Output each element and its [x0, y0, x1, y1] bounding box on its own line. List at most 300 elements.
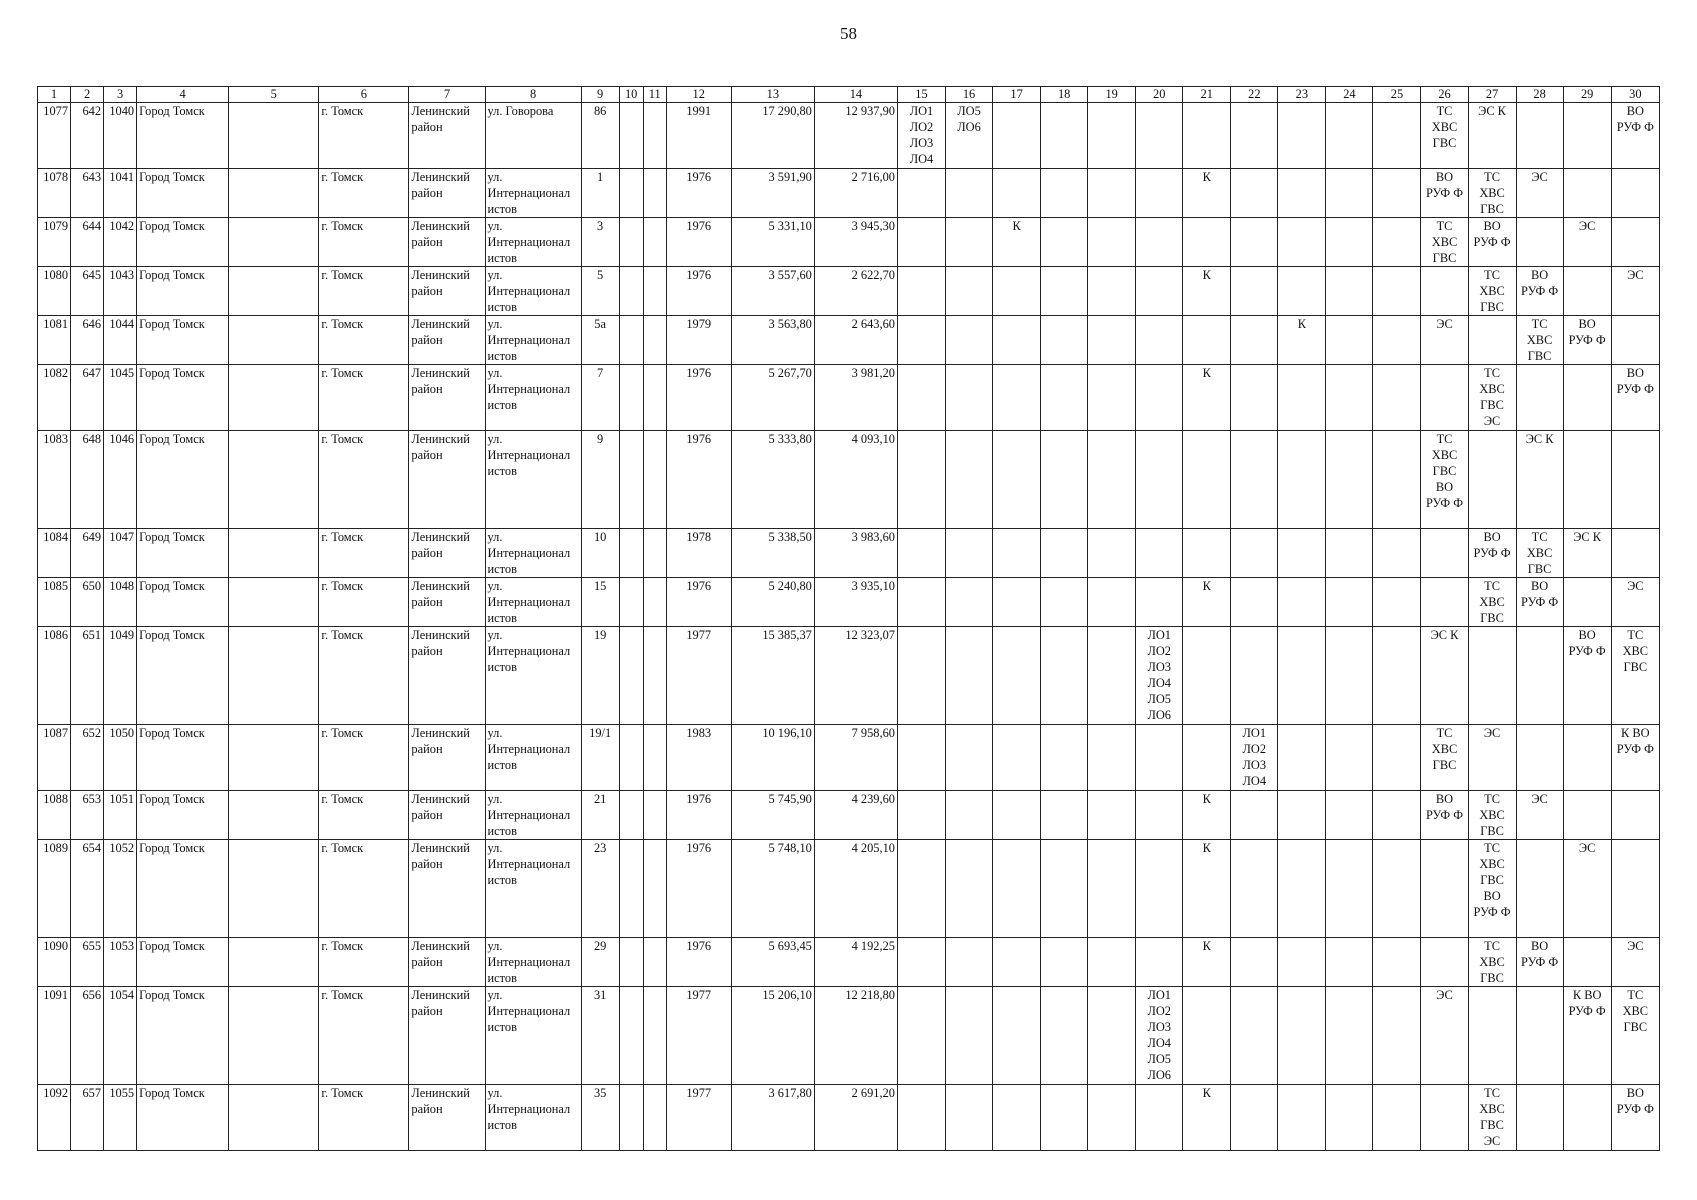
cell-col-7: Ленинский район	[409, 578, 485, 627]
column-header-5: 5	[229, 87, 319, 103]
column-header-21: 21	[1183, 87, 1231, 103]
cell-line: ВО	[1483, 889, 1501, 903]
cell-col-29	[1563, 431, 1611, 529]
cell-col-2: 649	[71, 529, 104, 578]
cell-col-9: 3	[581, 218, 619, 267]
cell-line: ЛО5	[1147, 1052, 1171, 1066]
cell-col-5	[229, 578, 319, 627]
cell-col-18	[1041, 1085, 1088, 1151]
cell-col-1: 1085	[38, 578, 71, 627]
cell-col-9: 9	[581, 431, 619, 529]
cell-col-18	[1041, 316, 1088, 365]
cell-line: ТС	[1531, 317, 1548, 331]
cell-col-7: Ленинский район	[409, 1085, 485, 1151]
cell-col-8: ул. Интернационал истов	[485, 529, 581, 578]
cell-line: ХВС	[1431, 120, 1458, 134]
cell-col-11	[643, 218, 666, 267]
cell-col-29: ЭС К	[1563, 529, 1611, 578]
cell-col-3: 1055	[104, 1085, 137, 1151]
cell-col-16	[946, 987, 993, 1085]
cell-col-4: Город Томск	[137, 791, 229, 840]
cell-line: ГВС	[1480, 971, 1504, 985]
cell-col-14: 2 643,60	[814, 316, 897, 365]
cell-col-1: 1091	[38, 987, 71, 1085]
cell-col-21: К	[1183, 267, 1231, 316]
cell-col-15	[897, 431, 945, 529]
cell-line: ЛО1	[1147, 628, 1171, 642]
cell-line: ЛО4	[1147, 1036, 1171, 1050]
cell-col-17	[993, 316, 1041, 365]
cell-col-25	[1373, 103, 1421, 169]
cell-line: РУФ Ф	[1473, 235, 1511, 249]
cell-col-3: 1042	[104, 218, 137, 267]
cell-col-14: 2 622,70	[814, 267, 897, 316]
cell-col-26	[1421, 267, 1468, 316]
cell-col-11	[643, 267, 666, 316]
cell-line: ХВС	[1479, 382, 1505, 396]
cell-line: ЛО1	[1242, 726, 1267, 740]
cell-col-13: 3 563,80	[731, 316, 814, 365]
cell-col-12: 1977	[666, 627, 731, 725]
cell-col-30	[1611, 627, 1659, 725]
cell-col-8: ул. Интернационал истов	[485, 365, 581, 431]
cell-col-15	[897, 938, 945, 987]
cell-line: ХВС	[1479, 186, 1505, 200]
cell-col-2: 655	[71, 938, 104, 987]
cell-col-19	[1088, 627, 1136, 725]
cell-col-30	[1611, 529, 1659, 578]
cell-col-17	[993, 791, 1041, 840]
column-header-3: 3	[104, 87, 137, 103]
cell-col-15	[897, 725, 945, 791]
cell-line: ГВС	[1432, 758, 1457, 772]
cell-col-4: Город Томск	[137, 725, 229, 791]
cell-col-30	[1611, 316, 1659, 365]
column-header-23: 23	[1278, 87, 1326, 103]
cell-col-5	[229, 103, 319, 169]
cell-col-21	[1183, 725, 1231, 791]
cell-col-21	[1183, 627, 1231, 725]
cell-line: ЛО3	[1147, 660, 1171, 674]
cell-line: ЛО2	[909, 120, 934, 134]
cell-col-7: Ленинский район	[409, 267, 485, 316]
cell-col-1: 1077	[38, 103, 71, 169]
table-row	[38, 627, 1660, 725]
cell-col-15	[897, 267, 945, 316]
cell-col-4: Город Томск	[137, 987, 229, 1085]
cell-col-14: 2 716,00	[814, 169, 897, 218]
cell-col-26	[1421, 840, 1468, 938]
column-header-6: 6	[319, 87, 409, 103]
cell-line: ГВС	[1480, 611, 1504, 625]
cell-col-19	[1088, 1085, 1136, 1151]
cell-col-9: 21	[581, 791, 619, 840]
cell-col-22	[1231, 578, 1278, 627]
cell-col-10	[619, 316, 643, 365]
cell-col-15	[897, 627, 945, 725]
cell-col-26	[1421, 529, 1468, 578]
column-header-1: 1	[38, 87, 71, 103]
cell-col-26	[1421, 725, 1468, 791]
cell-col-19	[1088, 987, 1136, 1085]
cell-col-30	[1611, 103, 1659, 169]
cell-line: РУФ Ф	[1473, 905, 1511, 919]
cell-col-1: 1084	[38, 529, 71, 578]
cell-col-2: 650	[71, 578, 104, 627]
cell-col-9: 19/1	[581, 725, 619, 791]
cell-col-20	[1136, 578, 1183, 627]
cell-line: ЛО1	[1147, 988, 1171, 1002]
cell-col-11	[643, 529, 666, 578]
cell-col-26	[1421, 169, 1468, 218]
cell-col-14: 3 945,30	[814, 218, 897, 267]
cell-col-11	[643, 578, 666, 627]
cell-col-8: ул. Интернационал истов	[485, 627, 581, 725]
cell-col-25	[1373, 431, 1421, 529]
column-header-13: 13	[731, 87, 814, 103]
cell-line: ТС	[1436, 432, 1453, 446]
cell-col-8: ул. Интернационал истов	[485, 791, 581, 840]
cell-col-6: г. Томск	[319, 267, 409, 316]
table-row	[38, 365, 1660, 431]
cell-col-10	[619, 218, 643, 267]
cell-col-29	[1563, 267, 1611, 316]
cell-col-26: ЭС К	[1421, 627, 1468, 725]
cell-line: ТС	[1484, 841, 1500, 855]
cell-line: РУФ Ф	[1616, 382, 1654, 396]
cell-line: ТС	[1484, 170, 1500, 184]
table-row	[38, 791, 1660, 840]
cell-col-7: Ленинский район	[409, 365, 485, 431]
cell-col-7: Ленинский район	[409, 103, 485, 169]
cell-col-5	[229, 938, 319, 987]
cell-col-12: 1976	[666, 431, 731, 529]
cell-col-6: г. Томск	[319, 218, 409, 267]
cell-col-10	[619, 431, 643, 529]
cell-col-25	[1373, 316, 1421, 365]
cell-line: ВО	[1578, 628, 1596, 642]
cell-col-12: 1978	[666, 529, 731, 578]
cell-col-28: ЭС	[1516, 791, 1563, 840]
cell-col-8: ул. Интернационал истов	[485, 169, 581, 218]
cell-col-14: 4 239,60	[814, 791, 897, 840]
cell-col-6: г. Томск	[319, 627, 409, 725]
cell-line: РУФ Ф	[1425, 808, 1464, 822]
cell-col-4: Город Томск	[137, 103, 229, 169]
cell-col-10	[619, 103, 643, 169]
column-header-8: 8	[485, 87, 581, 103]
cell-col-22	[1231, 103, 1278, 169]
cell-col-28	[1516, 218, 1563, 267]
cell-col-16	[946, 431, 993, 529]
cell-col-7: Ленинский район	[409, 316, 485, 365]
cell-line: РУФ Ф	[1616, 120, 1654, 134]
cell-col-23	[1278, 725, 1326, 791]
cell-col-13: 5 745,90	[731, 791, 814, 840]
cell-col-13: 3 557,60	[731, 267, 814, 316]
cell-line: ХВС	[1526, 333, 1553, 347]
cell-col-28	[1516, 578, 1563, 627]
cell-col-22	[1231, 987, 1278, 1085]
cell-col-5	[229, 725, 319, 791]
cell-col-20	[1136, 987, 1183, 1085]
cell-col-4: Город Томск	[137, 840, 229, 938]
cell-line: ЛО3	[1147, 1020, 1171, 1034]
cell-col-1: 1080	[38, 267, 71, 316]
cell-line: ЛО2	[1147, 644, 1171, 658]
cell-col-26: ЭС	[1421, 987, 1468, 1085]
cell-line: ХВС	[1431, 448, 1458, 462]
cell-col-20	[1136, 169, 1183, 218]
cell-col-14: 3 983,60	[814, 529, 897, 578]
cell-col-12: 1976	[666, 578, 731, 627]
cell-col-3: 1044	[104, 316, 137, 365]
cell-col-26	[1421, 103, 1468, 169]
column-header-14: 14	[814, 87, 897, 103]
cell-col-17	[993, 529, 1041, 578]
cell-col-12: 1976	[666, 169, 731, 218]
table-row	[38, 431, 1660, 529]
cell-line: ГВС	[1527, 349, 1552, 363]
cell-col-22	[1231, 840, 1278, 938]
cell-col-11	[643, 840, 666, 938]
cell-line: ТС	[1484, 366, 1500, 380]
cell-col-17	[993, 987, 1041, 1085]
cell-line: ЛО6	[1147, 1068, 1171, 1082]
cell-col-12: 1976	[666, 365, 731, 431]
cell-col-9: 7	[581, 365, 619, 431]
cell-col-4: Город Томск	[137, 578, 229, 627]
cell-col-25	[1373, 529, 1421, 578]
cell-line: ВО	[1530, 939, 1549, 953]
cell-col-22	[1231, 431, 1278, 529]
cell-col-18	[1041, 791, 1088, 840]
cell-col-23	[1278, 578, 1326, 627]
cell-col-29	[1563, 169, 1611, 218]
cell-col-29	[1563, 627, 1611, 725]
cell-col-4: Город Томск	[137, 267, 229, 316]
cell-col-24	[1326, 529, 1373, 578]
column-header-15: 15	[897, 87, 945, 103]
cell-line: ВО	[1626, 104, 1644, 118]
cell-col-23	[1278, 431, 1326, 529]
cell-col-24	[1326, 578, 1373, 627]
cell-col-21: К	[1183, 791, 1231, 840]
cell-col-25	[1373, 987, 1421, 1085]
cell-col-14: 4 093,10	[814, 431, 897, 529]
cell-col-20	[1136, 840, 1183, 938]
cell-col-4: Город Томск	[137, 365, 229, 431]
cell-col-6: г. Томск	[319, 791, 409, 840]
cell-col-26	[1421, 218, 1468, 267]
cell-col-20	[1136, 1085, 1183, 1151]
cell-col-3: 1043	[104, 267, 137, 316]
cell-col-9: 5а	[581, 316, 619, 365]
cell-line: ХВС	[1479, 955, 1505, 969]
column-header-10: 10	[619, 87, 643, 103]
cell-col-27	[1468, 987, 1516, 1085]
cell-col-15	[897, 1085, 945, 1151]
cell-col-17	[993, 431, 1041, 529]
column-header-7: 7	[409, 87, 485, 103]
column-header-26: 26	[1421, 87, 1468, 103]
cell-col-27	[1468, 938, 1516, 987]
column-number-row	[38, 87, 1660, 103]
cell-col-5	[229, 987, 319, 1085]
cell-col-2: 654	[71, 840, 104, 938]
cell-col-27	[1468, 267, 1516, 316]
table-row	[38, 267, 1660, 316]
cell-col-27	[1468, 431, 1516, 529]
cell-line: ЛО4	[1242, 774, 1267, 788]
cell-col-11	[643, 791, 666, 840]
cell-col-7: Ленинский район	[409, 169, 485, 218]
cell-col-21: К	[1183, 169, 1231, 218]
cell-col-13: 17 290,80	[731, 103, 814, 169]
cell-line: ГВС	[1432, 136, 1457, 150]
cell-col-14: 4 192,25	[814, 938, 897, 987]
cell-line: ГВС	[1480, 824, 1504, 838]
cell-line: К ВО	[1621, 726, 1650, 740]
cell-col-11	[643, 1085, 666, 1151]
cell-col-17	[993, 627, 1041, 725]
cell-col-19	[1088, 218, 1136, 267]
cell-col-4: Город Томск	[137, 431, 229, 529]
cell-col-4: Город Томск	[137, 627, 229, 725]
cell-col-19	[1088, 791, 1136, 840]
cell-col-29: ЭС	[1563, 218, 1611, 267]
cell-col-1: 1083	[38, 431, 71, 529]
cell-col-28	[1516, 840, 1563, 938]
cell-col-22	[1231, 316, 1278, 365]
cell-col-9: 31	[581, 987, 619, 1085]
cell-col-18	[1041, 103, 1088, 169]
cell-col-28	[1516, 103, 1563, 169]
cell-col-13: 10 196,10	[731, 725, 814, 791]
cell-col-5	[229, 169, 319, 218]
cell-line: ГВС	[1480, 873, 1504, 887]
cell-col-23	[1278, 267, 1326, 316]
cell-col-23	[1278, 218, 1326, 267]
cell-line: ВО	[1626, 1086, 1644, 1100]
cell-col-6: г. Томск	[319, 103, 409, 169]
cell-col-27	[1468, 791, 1516, 840]
cell-col-28	[1516, 529, 1563, 578]
cell-col-26	[1421, 791, 1468, 840]
cell-col-22	[1231, 938, 1278, 987]
cell-col-25	[1373, 365, 1421, 431]
cell-col-13: 5 267,70	[731, 365, 814, 431]
cell-col-3: 1049	[104, 627, 137, 725]
column-header-24: 24	[1326, 87, 1373, 103]
cell-col-10	[619, 840, 643, 938]
cell-line: ТС	[1484, 792, 1500, 806]
cell-col-2: 656	[71, 987, 104, 1085]
cell-col-9: 10	[581, 529, 619, 578]
cell-col-13: 5 748,10	[731, 840, 814, 938]
cell-col-2: 646	[71, 316, 104, 365]
cell-col-12: 1991	[666, 103, 731, 169]
cell-line: ЛО3	[1242, 758, 1267, 772]
cell-col-7: Ленинский район	[409, 529, 485, 578]
cell-col-28	[1516, 725, 1563, 791]
cell-line: К ВО	[1572, 988, 1602, 1002]
cell-line: ГВС	[1480, 300, 1504, 314]
cell-col-22	[1231, 365, 1278, 431]
cell-col-20	[1136, 103, 1183, 169]
cell-col-2: 653	[71, 791, 104, 840]
cell-col-1: 1089	[38, 840, 71, 938]
cell-col-11	[643, 365, 666, 431]
cell-col-16	[946, 529, 993, 578]
cell-col-21: К	[1183, 365, 1231, 431]
cell-col-14: 12 937,90	[814, 103, 897, 169]
cell-col-2: 652	[71, 725, 104, 791]
cell-col-2: 642	[71, 103, 104, 169]
cell-col-1: 1090	[38, 938, 71, 987]
cell-line: ТС	[1484, 1086, 1500, 1100]
cell-col-15	[897, 578, 945, 627]
cell-col-20	[1136, 431, 1183, 529]
cell-line: ЭС	[1483, 1134, 1501, 1148]
cell-col-10	[619, 365, 643, 431]
cell-col-17	[993, 267, 1041, 316]
cell-line: ХВС	[1526, 546, 1553, 560]
column-header-18: 18	[1041, 87, 1088, 103]
cell-col-19	[1088, 431, 1136, 529]
cell-col-29	[1563, 987, 1611, 1085]
cell-col-11	[643, 316, 666, 365]
column-header-30: 30	[1611, 87, 1659, 103]
cell-col-30	[1611, 987, 1659, 1085]
cell-col-16	[946, 103, 993, 169]
cell-line: РУФ Ф	[1521, 955, 1559, 969]
cell-col-24	[1326, 267, 1373, 316]
cell-col-19	[1088, 578, 1136, 627]
cell-col-7: Ленинский район	[409, 725, 485, 791]
cell-col-27: ЭС	[1468, 725, 1516, 791]
cell-col-3: 1048	[104, 578, 137, 627]
cell-col-21	[1183, 218, 1231, 267]
cell-col-29	[1563, 103, 1611, 169]
cell-col-24	[1326, 169, 1373, 218]
cell-line: ВО	[1626, 366, 1644, 380]
cell-line: ТС	[1436, 104, 1453, 118]
cell-col-24	[1326, 627, 1373, 725]
cell-col-9: 1	[581, 169, 619, 218]
cell-col-19	[1088, 938, 1136, 987]
cell-col-6: г. Томск	[319, 431, 409, 529]
cell-col-30	[1611, 1085, 1659, 1151]
cell-col-5	[229, 218, 319, 267]
cell-col-27	[1468, 578, 1516, 627]
cell-col-7: Ленинский район	[409, 431, 485, 529]
cell-col-25	[1373, 840, 1421, 938]
cell-col-14: 7 958,60	[814, 725, 897, 791]
cell-col-6: г. Томск	[319, 1085, 409, 1151]
cell-col-9: 29	[581, 938, 619, 987]
cell-col-13: 5 338,50	[731, 529, 814, 578]
cell-col-23	[1278, 365, 1326, 431]
cell-col-1: 1078	[38, 169, 71, 218]
cell-col-16	[946, 169, 993, 218]
cell-col-3: 1051	[104, 791, 137, 840]
cell-col-23	[1278, 529, 1326, 578]
cell-col-3: 1050	[104, 725, 137, 791]
cell-col-21	[1183, 529, 1231, 578]
cell-col-5	[229, 529, 319, 578]
cell-col-30	[1611, 169, 1659, 218]
